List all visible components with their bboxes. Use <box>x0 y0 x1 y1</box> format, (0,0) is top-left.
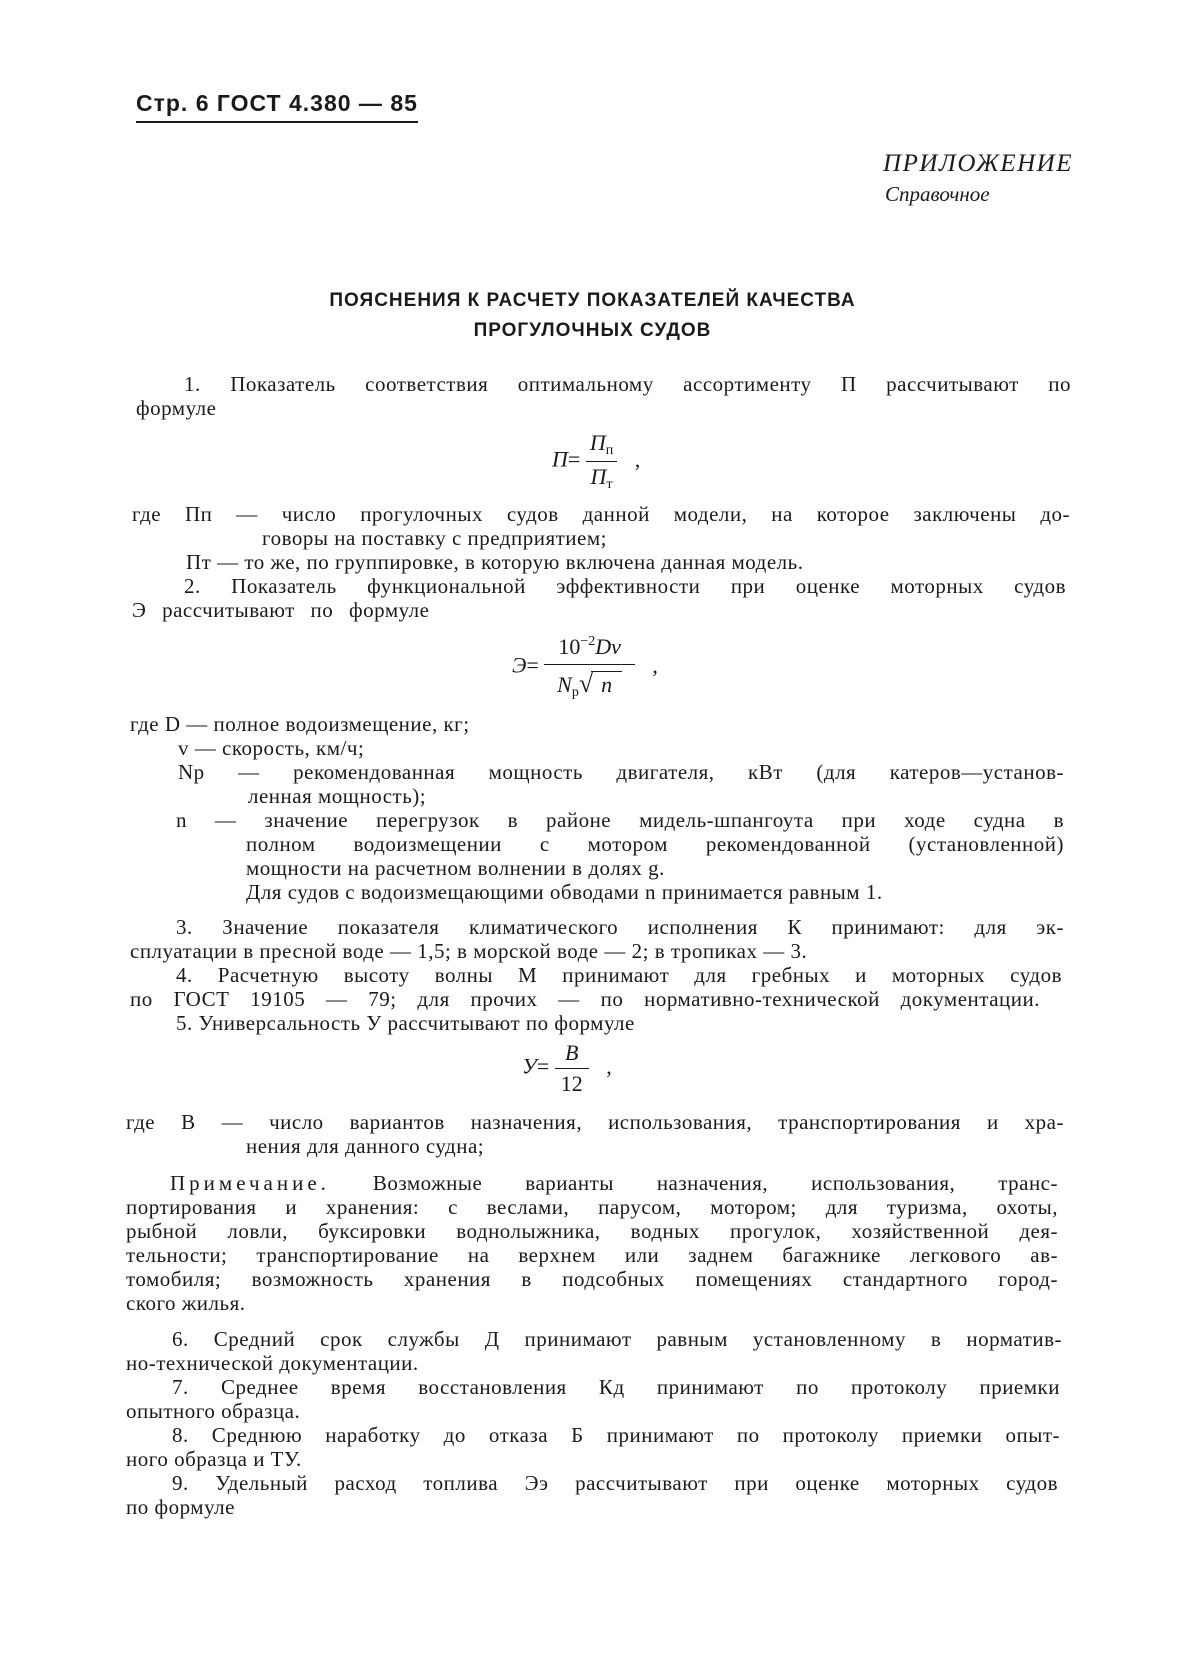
section-1-line-2: формуле <box>136 396 217 420</box>
formula-1-den-symbol: П <box>590 464 607 489</box>
section-2-line-1: 2. Показатель функциональной эффективности при оценке моторных судов <box>184 574 1066 598</box>
formula-3-tail: , <box>606 1053 612 1079</box>
note-line-6: ского жилья. <box>126 1291 246 1315</box>
note-line-5: томобиля; возможность хранения в подсобных помещениях стандартного город- <box>126 1267 1058 1291</box>
where-2-line-6: полном водоизмещении с мотором рекомендованной (установленной) <box>246 832 1064 856</box>
note-line-3: рыбной ловли, буксировки воднолыжника, водных прогулок, хозяйственной дея- <box>126 1219 1058 1243</box>
title-line-1: ПОЯСНЕНИЯ К РАСЧЕТУ ПОКАЗАТЕЛЕЙ КАЧЕСТВА <box>329 290 856 311</box>
page-header: Стр. 6 ГОСТ 4.380 — 85 <box>136 90 418 123</box>
where-2-line-8: Для судов с водоизмещающими обводами n принимается равным 1. <box>246 880 883 904</box>
formula-2-denominator <box>544 665 635 701</box>
formula-3-fraction <box>555 1040 589 1097</box>
where-2-line-2: v — скорость, км/ч; <box>178 736 365 760</box>
where-1-line-2: говоры на поставку с предприятием; <box>262 526 607 550</box>
formula-2-numerator <box>544 634 635 665</box>
note-label: Примечание. <box>170 1171 330 1195</box>
formula-1 <box>552 430 640 493</box>
formula-3-lhs: У <box>522 1053 537 1079</box>
section-8-line-2: ного образца и ТУ. <box>126 1447 302 1471</box>
formula-2-num-rest: Dv <box>595 634 621 659</box>
note-line-1-text: Возможные варианты назначения, использования, транс- <box>372 1171 1058 1195</box>
appendix-title: ПРИЛОЖЕНИЕ <box>883 150 1073 177</box>
formula-2-num-exp: −2 <box>580 634 596 649</box>
formula-2-den-n: N <box>557 672 572 697</box>
where-2-line-1: где D — полное водоизмещение, кг; <box>130 712 470 736</box>
section-8-line-1: 8. Среднюю наработку до отказа Б принимают по протоколу приемки опыт- <box>172 1423 1060 1447</box>
section-4-line-2: по ГОСТ 19105 — 79; для прочих — по нормативно-технической документации. <box>130 987 1040 1011</box>
formula-2-lhs: Э <box>512 652 527 678</box>
section-9-line-1: 9. Удельный расход топлива Ээ рассчитывают при оценке моторных судов <box>172 1471 1058 1495</box>
formula-2-den-sub: p <box>571 685 579 700</box>
where-2-line-7: мощности на расчетном волнении в долях g. <box>246 856 665 880</box>
formula-3 <box>522 1040 612 1097</box>
section-1-line-1: 1. Показатель соответствия оптимальному ассортименту П рассчитывают по <box>184 372 1071 396</box>
title-line-2: ПРОГУЛОЧНЫХ СУДОВ <box>473 320 712 341</box>
where-3-line-2: нения для данного судна; <box>246 1134 485 1158</box>
formula-1-eq: = <box>567 446 581 472</box>
formula-2 <box>512 634 658 701</box>
section-2-line-2: Э рассчитывают по формуле <box>132 598 430 622</box>
where-2-line-4: ленная мощность); <box>248 784 427 808</box>
section-6-line-2: но-технической документации. <box>126 1351 419 1375</box>
formula-1-denominator <box>586 462 617 493</box>
formula-3-numerator: В <box>555 1040 589 1069</box>
section-9-line-2: по формуле <box>126 1495 235 1519</box>
formula-2-num-base: 10 <box>558 634 581 659</box>
formula-1-num-symbol: П <box>589 430 606 455</box>
note-line-2: портирования и хранения: с веслами, парусом, мотором; для туризма, охоты, <box>126 1195 1058 1219</box>
section-3-line-2: сплуатации в пресной воде — 1,5; в морской воде — 2; в тропиках — 3. <box>130 939 808 963</box>
appendix-label <box>883 150 1073 207</box>
where-2-line-3: Np — рекомендованная мощность двигателя, кВт (для катеров—установ- <box>178 760 1064 784</box>
section-7-line-2: опытного образца. <box>126 1399 301 1423</box>
square-root-icon: √ <box>578 669 594 698</box>
formula-1-tail: , <box>634 446 641 472</box>
formula-1-num-sub: п <box>605 443 614 458</box>
section-4-line-1: 4. Расчетную высоту волны М принимают для гребных и моторных судов <box>176 963 1062 987</box>
formula-1-den-sub: т <box>606 477 613 492</box>
section-7-line-1: 7. Среднее время восстановления Кд принимают по протоколу приемки <box>172 1375 1060 1399</box>
section-3-line-1: 3. Значение показателя климатического исполнения К принимают: для эк- <box>176 915 1064 939</box>
formula-2-fraction <box>544 634 635 701</box>
formula-1-numerator <box>586 430 617 462</box>
where-1-line-3: Пт — то же, по группировке, в которую включена данная модель. <box>186 550 804 574</box>
note-line-1 <box>170 1171 1058 1195</box>
document-title <box>0 286 1185 346</box>
section-5-line-1: 5. Универсальность У рассчитывают по формуле <box>176 1011 635 1035</box>
formula-3-eq: = <box>536 1053 550 1079</box>
formula-3-denominator: 12 <box>560 1071 583 1096</box>
section-6-line-1: 6. Средний срок службы Д принимают равным установленному в норматив- <box>172 1327 1062 1351</box>
note-line-4: тельности; транспортирование на верхнем или заднем багажнике легкового ав- <box>126 1243 1058 1267</box>
appendix-subtitle: Справочное <box>885 182 990 206</box>
where-1-line-1: где Пп — число прогулочных судов данной модели, на которое заключены до- <box>132 502 1070 526</box>
where-3-line-1: где В — число вариантов назначения, использования, транспортирования и хра- <box>126 1110 1064 1134</box>
formula-2-tail: , <box>652 652 658 678</box>
formula-2-eq: = <box>526 652 539 678</box>
formula-2-radicand: n <box>591 671 622 698</box>
where-2-line-5: n — значение перегрузок в районе мидель-шпангоута при ходе судна в <box>176 808 1064 832</box>
formula-1-lhs: П <box>552 446 568 472</box>
formula-1-fraction <box>586 430 617 493</box>
